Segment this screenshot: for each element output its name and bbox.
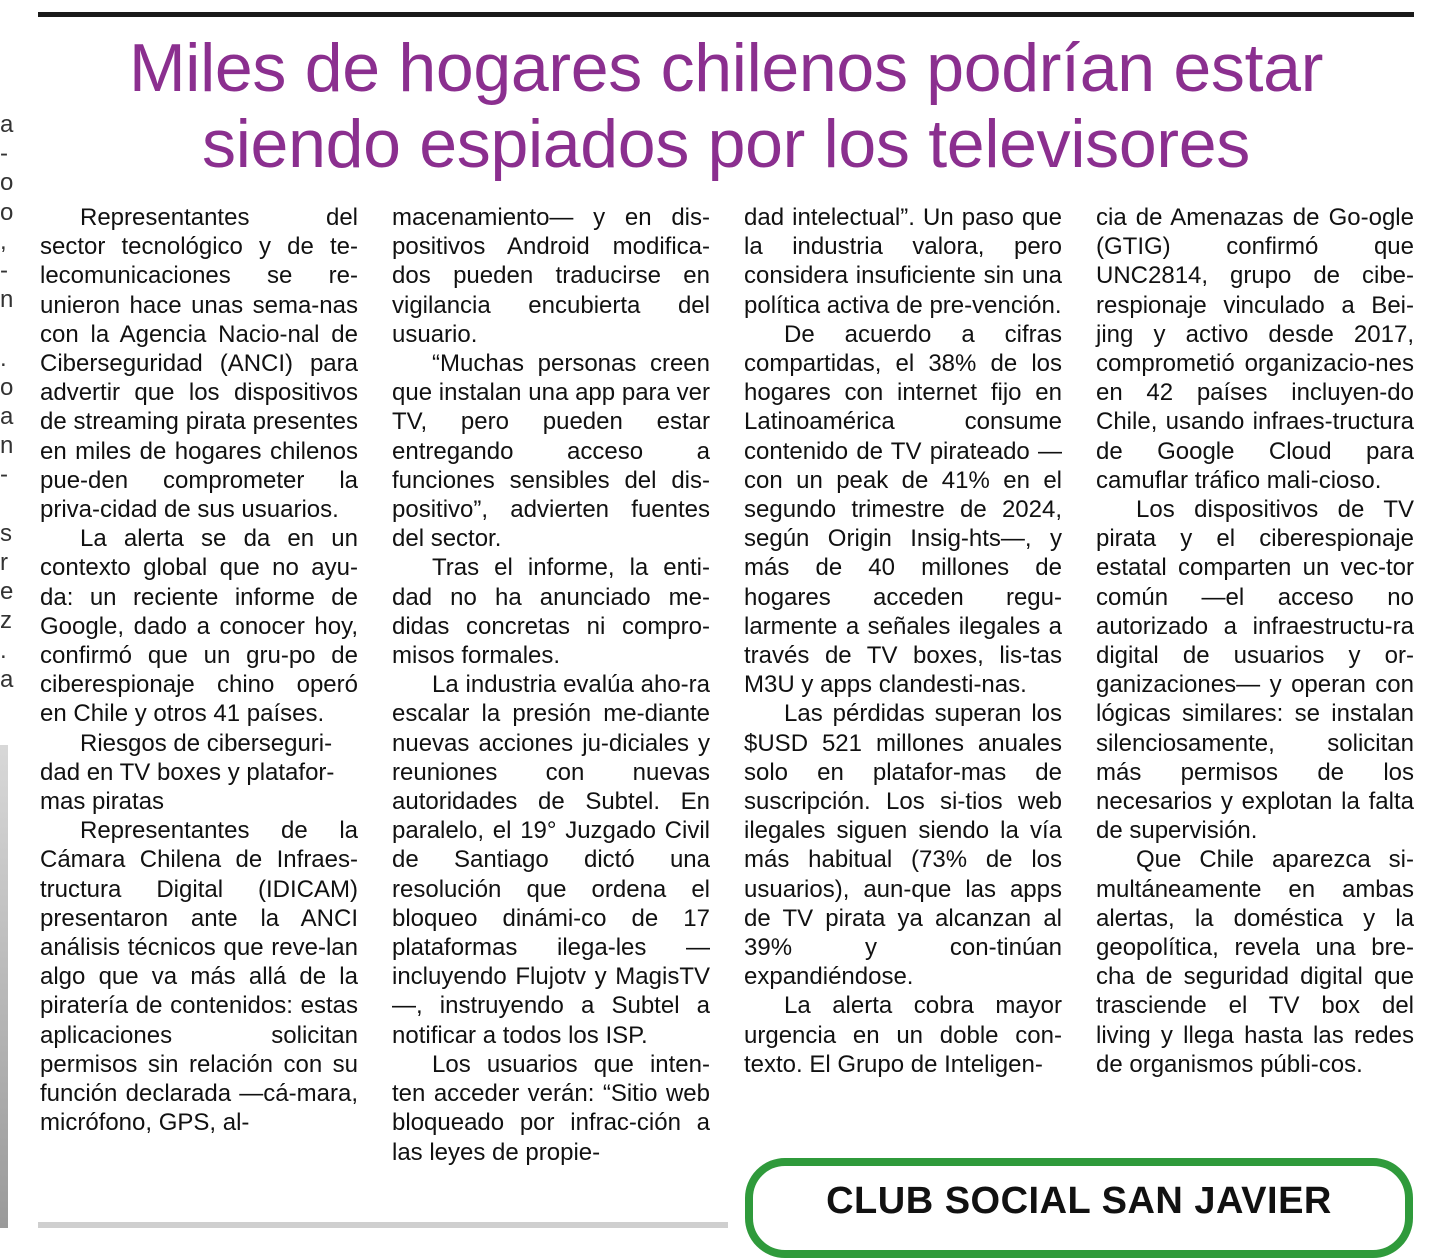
- paragraph: Que Chile aparezca si-multáneamente en ambas alertas, la doméstica y la geopolítica, revela una bre-cha de seguridad digital que trasciende el TV box del living y llega hasta las redes de organismos públi-cos.: [1096, 846, 1414, 1078]
- paragraph: dad intelectual”. Un paso que la industria valora, pero considera insuficiente sin una política activa de pre-vención.: [744, 204, 1062, 319]
- paragraph: Las pérdidas superan los $USD 521 millones anuales solo en platafor-mas de suscripción. Los si-tios web ilegales siguen siendo la vía más habitual (73% de los usuarios), aun-que las apps de TV pirata ya alcanzan al 39% y con-tinúan expandiéndose.: [744, 700, 1062, 991]
- section-subhead: Riesgos de ciberseguri-dad en TV boxes y platafor-mas piratas: [40, 729, 335, 816]
- paragraph: Los dispositivos de TV pirata y el ciberespionaje estatal comparten un vec-tor común —el acceso no autorizado a infraestructu-ra digital de usuarios y or-ganizaciones— y operan con lógicas similares: se instalan silenciosamente, solicitan más permisos de los necesarios y explotan la falta de supervisión.: [1096, 496, 1414, 845]
- paragraph: La alerta se da en un contexto global que no ayu-da: un reciente informe de Google, dado a conocer hoy, confirmó que un gru-po de ciberespionaje chino operó en Chile y otros 41 países.: [40, 525, 358, 728]
- column-1: [40, 203, 358, 1138]
- top-rule: [38, 12, 1414, 17]
- paragraph: La industria evalúa aho-ra escalar la presión me-diante nuevas acciones ju-diciales y reuniones con nuevas autoridades de Subtel. En paralelo, el 19° Juzgado Civil de Santiago dictó una resolución que ordena el bloqueo dinámi-co de 17 plataformas ilega-les —incluyendo Flujotv y MagisTV—, instruyendo a Subtel a notificar a todos los ISP.: [392, 671, 710, 1049]
- paragraph: “Muchas personas creen que instalan una app para ver TV, pero pueden estar entregando acceso a funciones sensibles del dis-positivo”, advierten fuentes del sector.: [392, 350, 710, 553]
- adjacent-photo-edge: [0, 745, 8, 1228]
- adjacent-column-edge: a - o o , - n . o a n - s r e z . a: [0, 111, 14, 693]
- paragraph: Representantes del sector tecnológico y de te-lecomunicaciones se re-unieron hace unas sema-nas con la Agencia Nacio-nal de Ciberseguridad (ANCI) para advertir que los dispositivos de streaming pirata presentes en miles de hogares chilenos pue-den comprometer la priva-cidad de sus usuarios.: [40, 204, 358, 524]
- paragraph: La alerta cobra mayor urgencia en un doble con-texto. El Grupo de Inteligen-: [744, 992, 1062, 1078]
- headline-line-1: Miles de hogares chilenos podrían estar: [128, 30, 1324, 106]
- column-2: [392, 203, 710, 1167]
- paragraph: Representantes de la Cámara Chilena de Infraes-tructura Digital (IDICAM) presentaron ante la ANCI análisis técnicos que reve-lan algo que va más allá de la piratería de contenidos: estas aplicaciones solicitan permisos sin relación con su función declarada —cá-mara, micrófono, GPS, al-: [40, 817, 358, 1137]
- paragraph: macenamiento— y en dis-positivos Android modifica-dos pueden traducirse en vigilancia encubierta del usuario.: [392, 204, 710, 348]
- article-headline: [38, 30, 1414, 182]
- paragraph: cia de Amenazas de Go-ogle (GTIG) confirmó que UNC2814, grupo de cibe-respionaje vinculado a Bei-jing y activo desde 2017, comprometió organizacio-nes en 42 países incluyen-do Chile, usando infraes-tructura de Google Cloud para camuflar tráfico mali-cioso.: [1096, 204, 1414, 494]
- column-4: [1096, 203, 1414, 1079]
- bottom-strip: [38, 1222, 728, 1228]
- ad-title: CLUB SOCIAL SAN JAVIER: [826, 1180, 1332, 1222]
- paragraph: Los usuarios que inten-ten acceder verán: “Sitio web bloqueado por infrac-ción a las leyes de propie-: [392, 1050, 710, 1166]
- headline-line-2: siendo espiados por los televisores: [202, 106, 1250, 182]
- paragraph: De acuerdo a cifras compartidas, el 38% de los hogares con internet fijo en Latinoamérica consume contenido de TV pirateado —con un peak de 41% en el segundo trimestre de 2024, según Origin Insig-hts—, y más de 40 millones de hogares acceden regu-larmente a señales ilegales a través de TV boxes, lis-tas M3U y apps clandesti-nas.: [744, 320, 1062, 699]
- paragraph: Tras el informe, la enti-dad no ha anunciado me-didas concretas ni compro-misos formales.: [392, 554, 710, 670]
- column-3: [744, 203, 1062, 1079]
- club-ad-box: [745, 1158, 1413, 1258]
